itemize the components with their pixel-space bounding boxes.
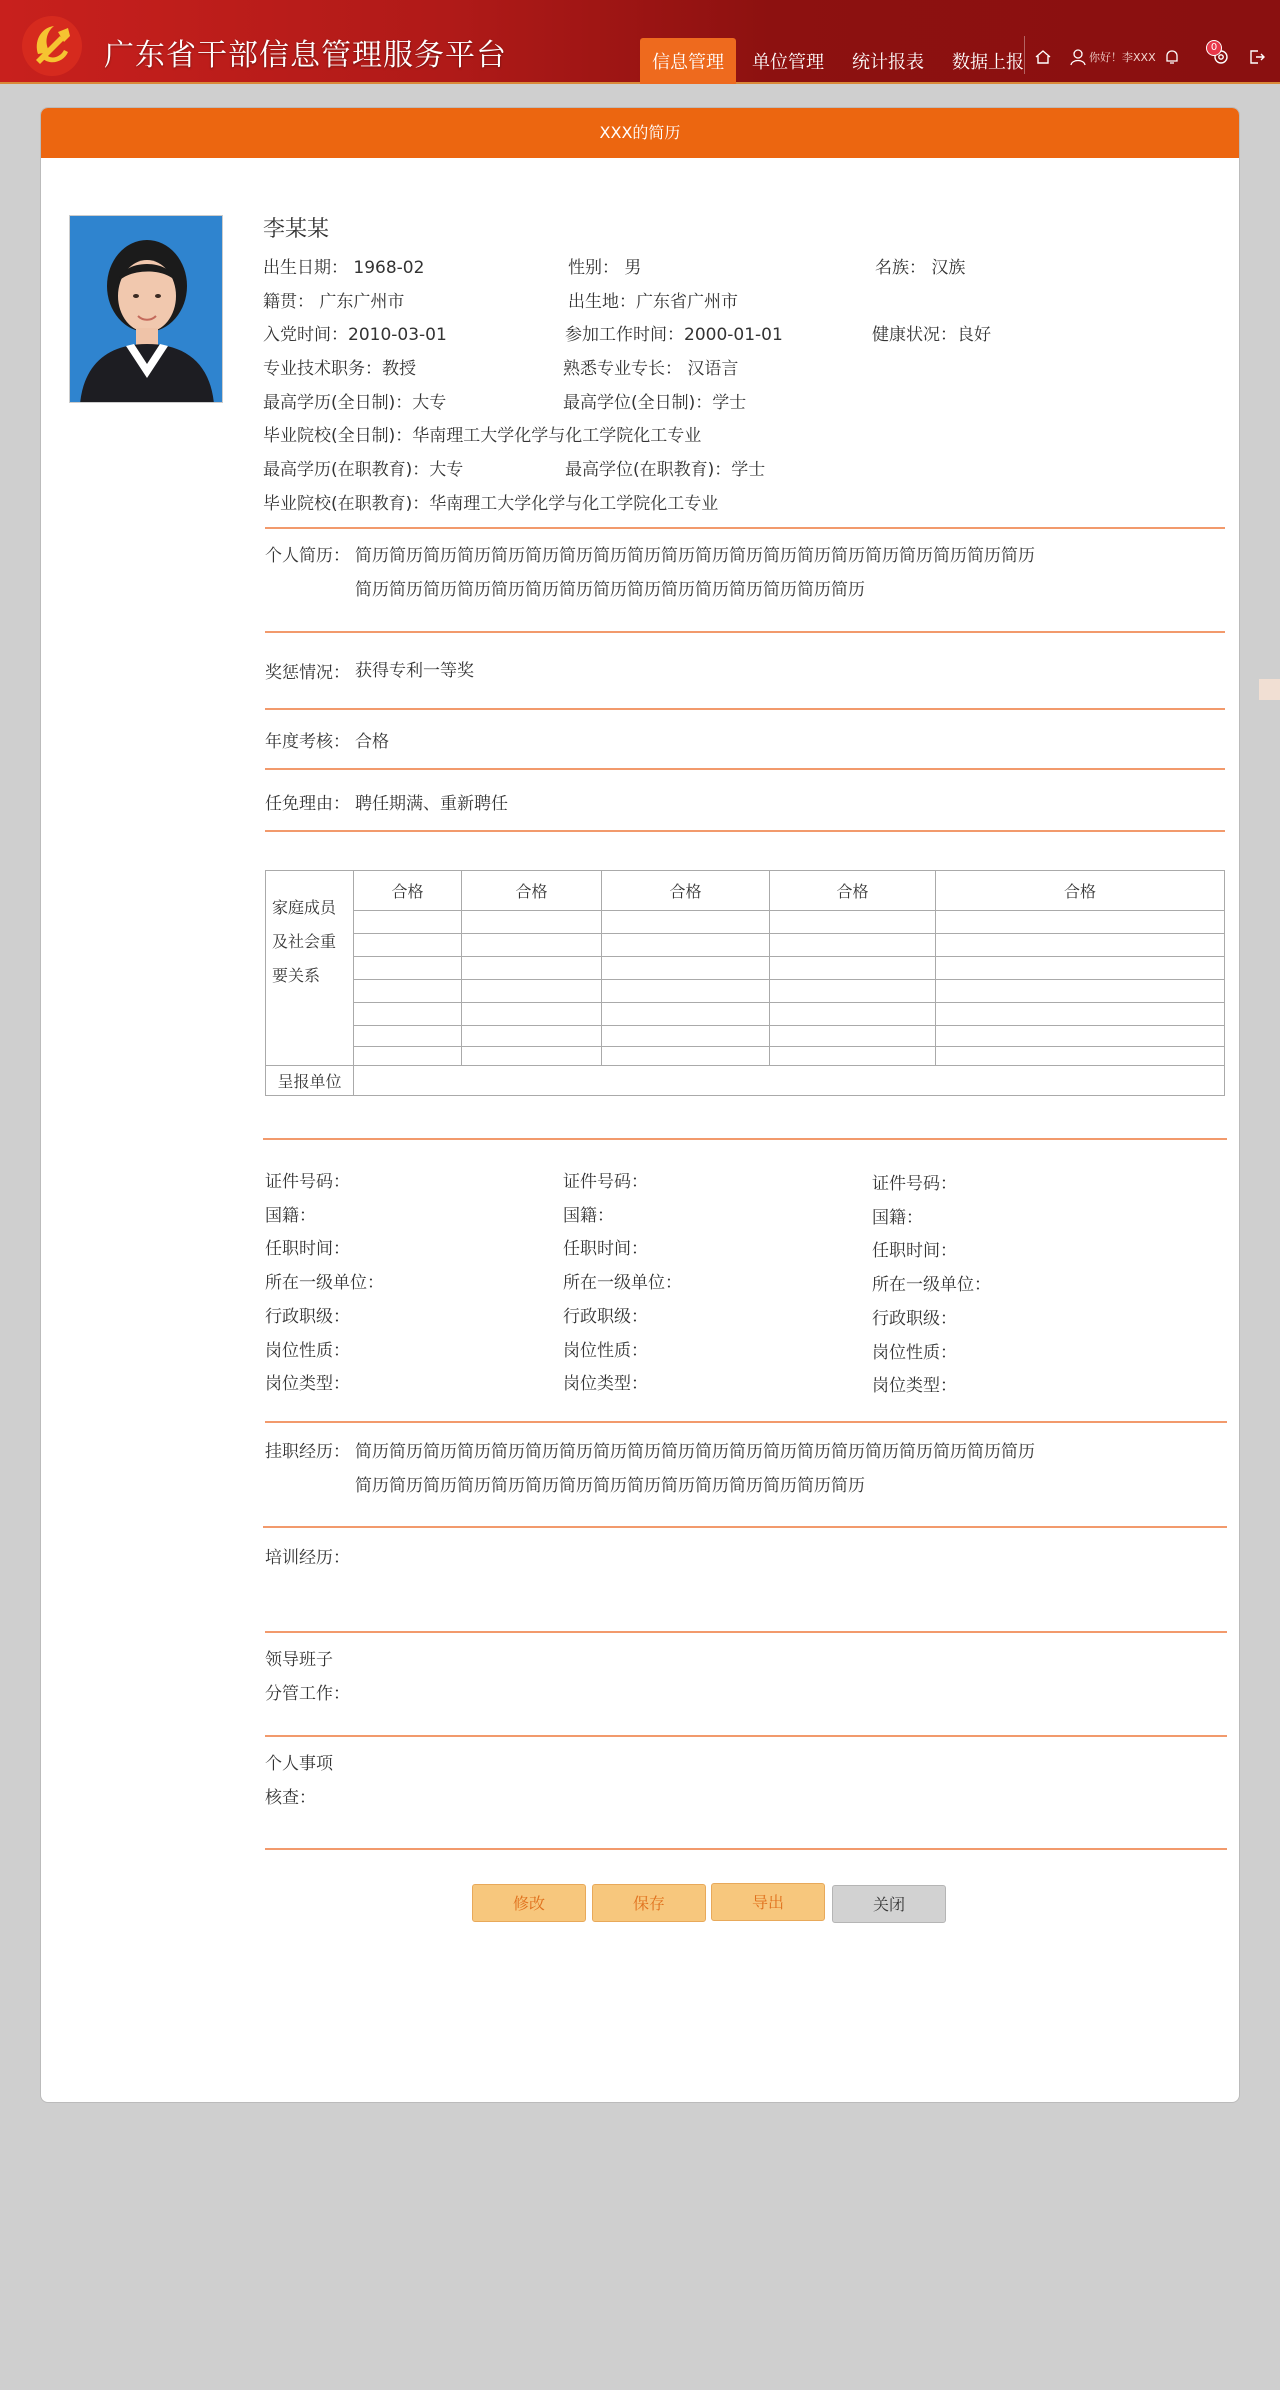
header-tools xyxy=(1034,42,1280,68)
main-nav xyxy=(640,38,1040,84)
native-place: 广东广州市 xyxy=(319,292,405,312)
resume-text-line1: 简历简历简历简历简历简历简历简历简历简历简历简历简历简历简历简历简历简历简历简历 xyxy=(355,546,1035,566)
specialty: 汉语言 xyxy=(687,359,739,379)
annual-review-label: 年度考核： xyxy=(265,732,350,752)
table-row xyxy=(266,934,1225,957)
awards-value: 获得专利一等奖 xyxy=(355,661,474,681)
gender-row: 性别： 男 xyxy=(568,258,642,278)
primary-unit-label: 所在一级单位： xyxy=(563,1273,682,1294)
health: 良好 xyxy=(957,325,991,345)
nationality-label: 国籍： xyxy=(872,1207,923,1228)
platform-title: 广东省干部信息管理服务平台 xyxy=(104,38,507,73)
report-unit-label: 呈报单位 xyxy=(266,1066,354,1096)
profile-photo xyxy=(69,215,223,403)
party-emblem-logo xyxy=(20,14,84,78)
work-date: 2000-01-01 xyxy=(684,325,783,345)
specialty-row: 熟悉专业专长： 汉语言 xyxy=(563,359,739,379)
table-row xyxy=(266,957,1225,980)
save-button[interactable]: 保存 xyxy=(592,1884,706,1922)
birth-date: 1968-02 xyxy=(353,258,425,278)
degree-fulltime: 学士 xyxy=(712,393,747,413)
post-info-column-1 xyxy=(265,1166,384,1402)
resume-label: 个人简历： xyxy=(265,546,350,566)
edu-fulltime: 大专 xyxy=(412,393,447,413)
personal-matters-label-line2: 核查： xyxy=(265,1788,316,1808)
id-number-label: 证件号码： xyxy=(563,1172,648,1192)
primary-unit-label: 所在一级单位： xyxy=(872,1275,991,1296)
degree-inservice-row: 最高学位(在职教育)：学士 xyxy=(565,460,766,480)
nationality-label: 国籍： xyxy=(563,1205,614,1226)
tenure-date-label: 任职时间： xyxy=(265,1239,350,1260)
leadership-label-line2: 分管工作： xyxy=(265,1684,350,1704)
nav-info-management[interactable]: 信息管理 xyxy=(640,38,736,84)
divider xyxy=(265,830,1225,832)
tenure-date-label: 任职时间： xyxy=(872,1241,957,1262)
secondment-text-line1: 简历简历简历简历简历简历简历简历简历简历简历简历简历简历简历简历简历简历简历简历 xyxy=(355,1442,1035,1462)
admin-rank-label: 行政职级： xyxy=(563,1306,648,1327)
tenure-date-label: 任职时间： xyxy=(563,1239,648,1260)
person-name: 李某某 xyxy=(263,217,330,242)
post-type-label: 岗位类型： xyxy=(872,1376,957,1397)
side-float-tab[interactable] xyxy=(1259,679,1280,700)
export-button[interactable]: 导出 xyxy=(711,1883,825,1921)
appointment-reason-value: 聘任期满、重新聘任 xyxy=(355,794,508,814)
nav-unit-management[interactable]: 单位管理 xyxy=(752,52,824,73)
tech-title-row: 专业技术职务：教授 xyxy=(263,359,416,379)
admin-rank-label: 行政职级： xyxy=(265,1306,350,1327)
ethnic-row: 名族： 汉族 xyxy=(875,258,966,278)
divider xyxy=(265,1421,1227,1423)
bell-icon[interactable] xyxy=(1164,48,1180,66)
post-info-column-3 xyxy=(872,1168,991,1404)
table-row xyxy=(266,911,1225,934)
divider xyxy=(263,1138,1227,1140)
school-fulltime: 华南理工大学化学与化工学院化工专业 xyxy=(412,426,702,446)
edu-fulltime-row: 最高学历(全日制)：大专 xyxy=(263,393,447,413)
primary-unit-label: 所在一级单位： xyxy=(265,1273,384,1294)
home-icon[interactable] xyxy=(1034,48,1052,66)
degree-fulltime-row: 最高学位(全日制)：学士 xyxy=(563,393,747,413)
nav-divider xyxy=(1024,36,1025,74)
tech-title: 教授 xyxy=(382,359,416,379)
user-icon xyxy=(1070,48,1086,66)
report-unit-value xyxy=(354,1066,1225,1096)
divider xyxy=(265,1631,1227,1633)
birthplace: 广东省广州市 xyxy=(636,292,738,312)
personal-matters-label-line1: 个人事项 xyxy=(265,1754,333,1774)
post-type-label: 岗位类型： xyxy=(265,1374,350,1395)
divider xyxy=(265,1735,1227,1737)
gender: 男 xyxy=(624,258,642,278)
edu-inservice: 大专 xyxy=(429,460,464,480)
school-fulltime-row: 毕业院校(全日制)：华南理工大学化学与化工学院化工专业 xyxy=(263,426,702,446)
post-type-label: 岗位类型： xyxy=(563,1374,648,1395)
user-greeting: 你好！李XXX xyxy=(1089,51,1156,64)
logout-icon[interactable] xyxy=(1248,48,1266,66)
post-info-column-2 xyxy=(563,1166,682,1402)
annual-review-value: 合格 xyxy=(355,732,389,752)
family-header-cell: 合格 xyxy=(936,871,1225,911)
resume-text-line2: 简历简历简历简历简历简历简历简历简历简历简历简历简历简历简历 xyxy=(355,580,865,600)
post-nature-label: 岗位性质： xyxy=(265,1340,350,1361)
resume-card xyxy=(40,107,1240,2103)
divider xyxy=(265,768,1225,770)
family-relations-table xyxy=(265,870,1225,1096)
family-header-cell: 合格 xyxy=(602,871,770,911)
notification-badge: 0 xyxy=(1206,40,1222,56)
card-title: XXX的简历 xyxy=(41,108,1239,158)
birthplace-row: 出生地：广东省广州市 xyxy=(568,292,738,312)
work-date-row: 参加工作时间：2000-01-01 xyxy=(565,325,783,345)
edit-button[interactable]: 修改 xyxy=(472,1884,586,1922)
divider xyxy=(265,1848,1227,1850)
secondment-label: 挂职经历： xyxy=(265,1442,350,1462)
table-row xyxy=(266,980,1225,1003)
party-date: 2010-03-01 xyxy=(348,325,447,345)
training-label: 培训经历： xyxy=(265,1548,350,1568)
degree-inservice: 学士 xyxy=(731,460,766,480)
native-place-row: 籍贯： 广东广州市 xyxy=(263,292,405,312)
divider xyxy=(263,1526,1227,1528)
user-menu[interactable] xyxy=(1070,42,1218,66)
post-nature-label: 岗位性质： xyxy=(563,1340,648,1361)
divider xyxy=(265,527,1225,529)
awards-label: 奖惩情况： xyxy=(265,663,350,683)
school-inservice-row: 毕业院校(在职教育)：华南理工大学化学与化工学院化工专业 xyxy=(263,494,719,514)
family-section-label: 家庭成员 及社会重 要关系 xyxy=(266,871,354,1066)
edu-inservice-row: 最高学历(在职教育)：大专 xyxy=(263,460,464,480)
secondment-text-line2: 简历简历简历简历简历简历简历简历简历简历简历简历简历简历简历 xyxy=(355,1476,865,1496)
health-row: 健康状况：良好 xyxy=(872,325,991,345)
table-row xyxy=(266,1026,1225,1047)
nav-statistics-report[interactable]: 统计报表 xyxy=(852,52,924,73)
table-row xyxy=(266,1047,1225,1066)
admin-rank-label: 行政职级： xyxy=(872,1308,957,1329)
close-button[interactable]: 关闭 xyxy=(832,1885,946,1923)
appointment-reason-label: 任免理由： xyxy=(265,794,350,814)
nav-data-upload[interactable]: 数据上报 xyxy=(952,52,1024,73)
divider xyxy=(265,708,1225,710)
id-number-label: 证件号码： xyxy=(265,1172,350,1192)
top-bar xyxy=(0,0,1280,84)
leadership-label-line1: 领导班子 xyxy=(265,1650,333,1670)
divider xyxy=(265,631,1225,633)
school-inservice: 华南理工大学化学与化工学院化工专业 xyxy=(429,494,719,514)
family-header-cell: 合格 xyxy=(354,871,462,911)
ethnic: 汉族 xyxy=(931,258,966,278)
family-header-cell: 合格 xyxy=(770,871,936,911)
party-date-row: 入党时间：2010-03-01 xyxy=(263,325,447,345)
family-header-cell: 合格 xyxy=(462,871,602,911)
id-number-label: 证件号码： xyxy=(872,1174,957,1194)
post-nature-label: 岗位性质： xyxy=(872,1342,957,1363)
birth-date-row: 出生日期： 1968-02 xyxy=(263,258,425,278)
nationality-label: 国籍： xyxy=(265,1205,316,1226)
table-row xyxy=(266,1003,1225,1026)
